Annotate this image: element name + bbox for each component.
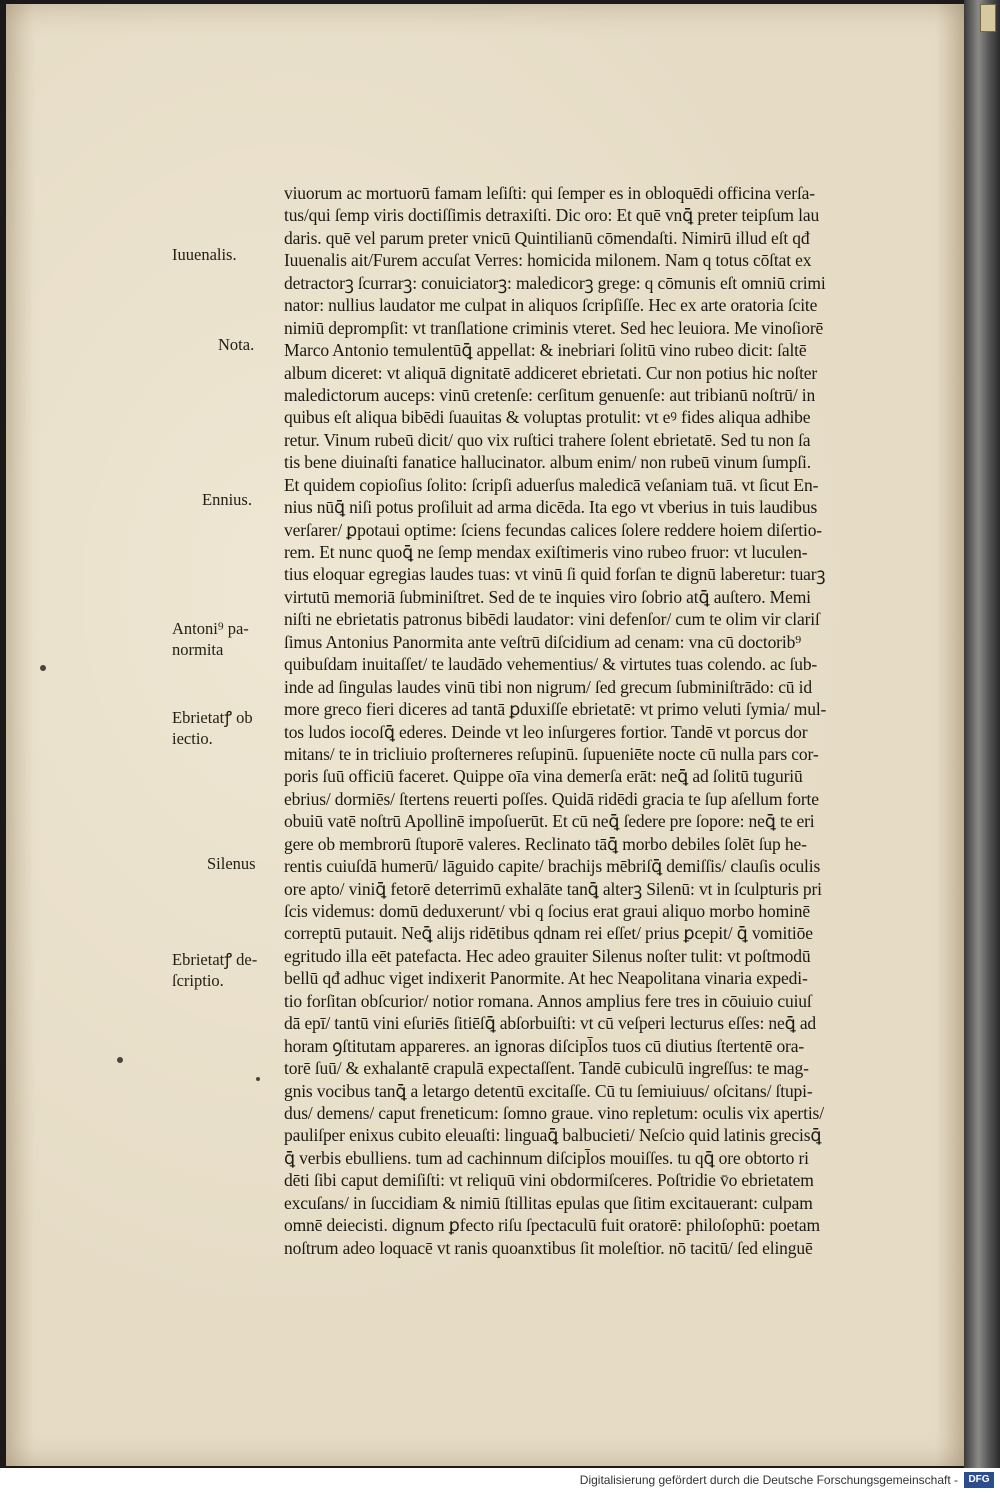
text-line: nimiū deprompſit: vt tranſlatione criminis vteret. Sed hec leuiora. Me vinoſiorē (284, 317, 824, 338)
text-line: daris. quē vel parum preter vnicū Quintilianū cōmendaſti. Nimirū illud eſt qđ (284, 227, 810, 248)
footer-bar (0, 1468, 1000, 1493)
margin-note-antonius: Antoni⁹ pa- normita (172, 619, 249, 659)
text-line: niſti ne ebrietatis patronus bibēdi laudator: vini defenſor/ cum te olim vir clariſ (284, 609, 820, 630)
bullet-mark (117, 1057, 123, 1063)
text-line: gere ob membrorū ſtuporē valeres. Reclinato tāꝗ̄ morbo debiles ſolēt ſup he- (284, 833, 807, 854)
margin-note-ennius: Ennius. (202, 490, 252, 509)
text-line: obuiū vatē noſtrū Apollinē impoſuerūt. Et cū neꝗ̄ ſedere pre ſopore: neꝗ̄ te eri (284, 811, 815, 832)
margin-note-silenus: Silenus (207, 854, 256, 873)
bullet-mark (256, 1077, 260, 1081)
body-text (284, 182, 942, 1259)
text-line: torē ſuū/ & exhalantē crapulā expectaſſent. Tandē cubiculū ingreſſus: te mag- (284, 1058, 809, 1079)
text-line: egritudo illa eēt patefacta. Hec adeo grauiter Silenus noſter tulit: vt poſtmodū (284, 945, 811, 966)
text-line: dā epī/ tantū vini eſuriēs ſitiēſꝗ̄ abſorbuiſti: vt cū veſperi lecturus eſſes: neꝗ̄ ad (284, 1013, 817, 1034)
bullet-mark (40, 665, 46, 671)
text-line: ꝗ̄ verbis ebulliens. tum ad cachinnum diſcipl̄os mouiſſes. tu qꝗ̄ ore obtorto ri (284, 1147, 809, 1168)
margin-note-ebrietatis-descriptio: Ebrietatꝭ de- ſcriptio. (172, 950, 258, 990)
text-line: tos ludos iocoſꝗ̄ ederes. Deinde vt leo inſurgeres fortior. Tandē vt porcus dor (284, 721, 808, 742)
text-line: verſarer/ ꝑpotaui optime: ſciens fecundas calices ſolere reddere hoiem diſertio- (284, 519, 822, 540)
text-line: tis bene diuinaſti fanatice hallucinator. album enim/ non rubeū vinum ſumpſi. (284, 452, 811, 473)
text-line: maledictorum auceps: vinū cretenſe: cerſitum genuenſe: aut tribianū noſtrū/ in (284, 384, 816, 405)
margin-note-nota: Nota. (218, 335, 255, 354)
text-line: quibus eſt aliqua bibēdi ſuauitas & voluptas protulit: vt eꝰ fides aliqua adhibe (284, 407, 811, 428)
text-line: tio forſitan obſcurior/ notior romana. Annos amplius fere tres in cōuiuio cuiuſ (284, 990, 812, 1011)
book-spine (964, 0, 1000, 1468)
text-line: inde ad ſingulas laudes vinū tibi non nigrum/ ſed grecum ſubminiſtrādo: cū id (284, 676, 812, 697)
text-line: detractorꝫ ſcurrarꝫ: conuiciatorꝫ: maledicorꝫ grege: q cōmunis eſt omniū crimi (284, 272, 826, 293)
text-line: tius eloquar egregias laudes tuas: vt vinū ſi quid forſan te dignū laberetur: tuarꝫ (284, 564, 826, 585)
text-line: viuorum ac mortuorū famam leſiſti: qui ſemper es in obloquēdi officina verſa- (284, 183, 815, 203)
text-line: nius nūꝗ̄ niſi potus proſiluit ad arma dicēda. Ita ego vt vberius in tuis laudibus (284, 497, 818, 518)
text-line: poris ſuū officiū faceret. Quippe oīa vina demerſa erāt: neꝗ̄ ad ſolitū tuguriū (284, 766, 803, 787)
text-line: horam ꝯſtitutam appareres. an ignoras diſcipl̄os tuos cū diutius ſtertentē ora- (284, 1035, 805, 1056)
text-line: Iuuenalis ait/Furem accuſat Verres: homicida milonem. Nam q totus cōſtat ex (284, 250, 812, 271)
text-line: rentis cuiuſdā humerū/ lāguido capite/ brachijs mēbriſꝗ̄ demiſſis/ clauſis oculis (284, 856, 821, 877)
footer-text: Digitalisierung gefördert durch die Deutsche Forschungsgemeinschaft - (579, 1473, 958, 1487)
text-line: ebrius/ dormiēs/ ſtertens reuerti poſſes. Quidā ridēdi gracia te ſup aſellum forte (284, 788, 819, 809)
text-line: nator: nullius laudator me culpat in aliquos ſcripſiſſe. Hec ex arte oratoria ſcite (284, 295, 818, 316)
book-page (6, 4, 964, 1466)
text-line: correptū putauit. Neꝗ̄ alijs ridētibus qdnam rei eſſet/ prius ꝑcepit/ ꝗ̄ vomitiōe (284, 923, 813, 944)
text-line: dus/ demens/ caput freneticum: ſomno graue. vino repletum: oculis vix apertis/ (284, 1102, 824, 1123)
text-line: bellū qđ adhuc viget indixerit Panormite. At hec Neapolitana vinaria expedi- (284, 968, 808, 989)
text-line: ore apto/ viniꝗ̄ fetorē deterrimū exhalāte tanꝗ̄ alterꝫ Silenū: vt in ſculpturis pri (284, 878, 822, 899)
text-line: Marco Antonio temulentūꝗ̄ appellat: & inebriari ſolitū vino rubeo dicit: ſaltē (284, 340, 807, 361)
text-line: tus/qui ſemp viris doctiſſimis detraxiſti. Dic oro: Et quē vnꝗ̄ preter teipſum lau (284, 205, 820, 226)
text-line: dēti ſibi caput demiſiſti: vt reliquū vini obdormiſceres. Poſtridie v̄o ebrietatem (284, 1170, 814, 1191)
text-line: Et quidem copioſius ſolito: ſcripſi aduerſus maledicā veſaniam tuā. vt ſicut En- (284, 474, 819, 495)
text-line: mitans/ te in tricliuio proſterneres reſupinū. ſupueniēte nocte cū nulla pars cor- (284, 743, 819, 764)
text-line: virtutū memoriā ſubminiſtret. Sed de te inquies viro ſobrio atꝗ̄ auſtero. Memi (284, 586, 811, 607)
text-line: retur. Vinum rubeū dicit/ quo vix ruſtici trahere ſolent ebrietatē. Sed tu non ſa (284, 429, 811, 450)
dfg-logo: DFG (964, 1472, 994, 1488)
text-line: noſtrum adeo loquacē vt ranis quoanxtibus ſit moleſtior. nō tacitū/ ſed elinguē (284, 1237, 813, 1258)
margin-note-iuuenalis: Iuuenalis. (172, 245, 237, 264)
text-line: rem. Et nunc quoꝗ̄ ne ſemp mendax exiſtimeris vino rubeo fruor: vt luculen- (284, 542, 808, 562)
text-line: excuſans/ in ſuccidiam & nimiū ſtillitas epulas que ſitim excitauerant: culpam (284, 1192, 813, 1213)
spine-tab (980, 4, 996, 32)
text-line: quibuſdam inuitaſſet/ te laudādo vehementius/ & virtutes tuas colendo. ac ſub- (284, 654, 818, 675)
text-line: omnē deiecisti. dignum ꝑfecto riſu ſpectaculū fuit oratorē: philoſophū: poetam (284, 1215, 820, 1236)
text-line: pauliſper enixus cubito eleuaſti: linguaꝗ̄ balbucieti/ Neſcio quid latinis grecisꝗ̄ (284, 1125, 822, 1146)
text-line: gnis vocibus tanꝗ̄ a letargo detentū excitaſſe. Cū tu ſemiuiuus/ oſcitans/ ſtupi- (284, 1080, 813, 1101)
text-line: album diceret: vt aliquā dignitatē addiceret ebrietati. Cur non potius hic noſter (284, 362, 818, 383)
text-line: more greco fieri diceres ad tantā ꝑduxiſſe ebrietatē: vt primo veluti ſymia/ mul- (284, 699, 827, 720)
margin-note-ebrietatis-obiectio: Ebrietatꝭ ob iectio. (172, 708, 253, 748)
text-line: ſimus Antonius Panormita ante veſtrū diſcidium ad cenam: vna cū doctorib⁹ (284, 631, 802, 652)
text-line: ſcis videmus: domū deduxerunt/ vbi q ſocius erat graui aliquo morbo hominē (284, 901, 810, 921)
